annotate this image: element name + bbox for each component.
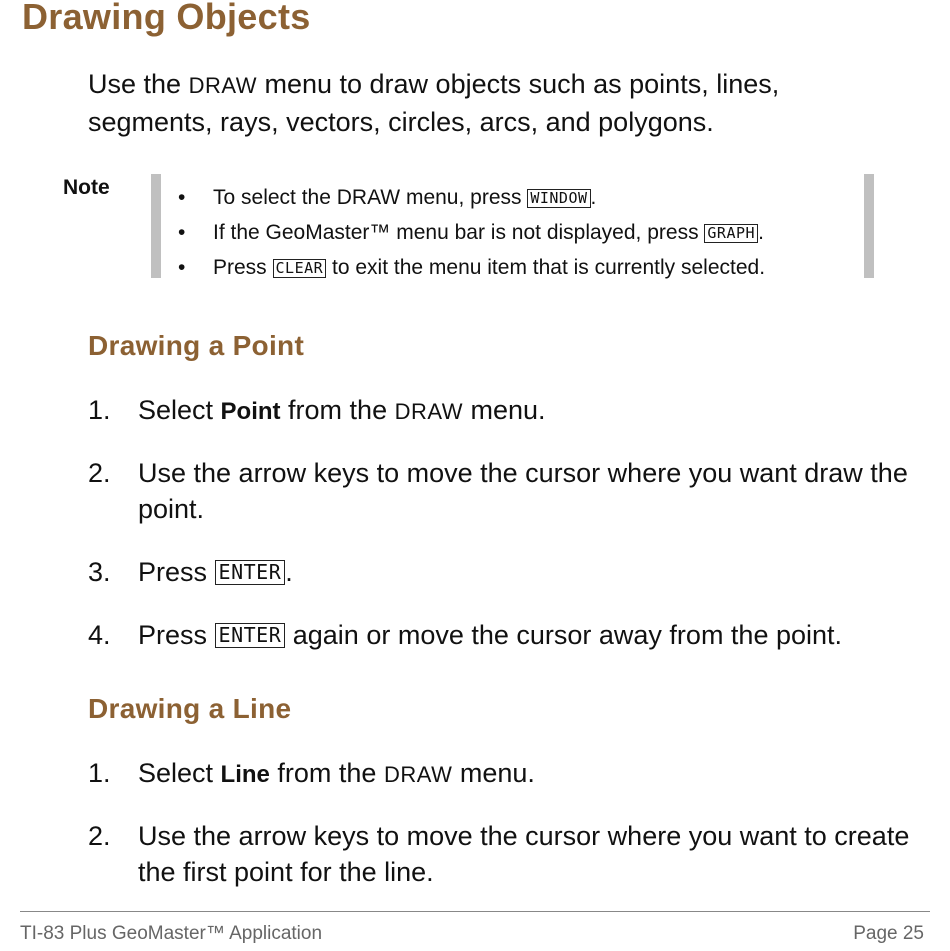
step-text-mid: from the: [269, 758, 384, 788]
bullet-icon: •: [178, 256, 186, 279]
step-text-post: menu.: [463, 395, 546, 425]
note-item-graph: [178, 215, 765, 250]
step-text: Use the arrow keys to move the cursor where you want to create the first point for the line.: [138, 821, 910, 887]
bullet-icon: •: [178, 186, 186, 209]
step-text: [138, 554, 938, 590]
note-item-clear: [178, 250, 765, 285]
step-text-pre: Select: [138, 395, 221, 425]
step-text-post: .: [285, 557, 293, 587]
clear-key: CLEAR: [273, 259, 327, 278]
menu-item-point: Point: [220, 398, 281, 425]
intro-text-pre: Use the: [88, 69, 189, 99]
intro-text-post: menu to draw objects such as points, lines, segments, rays, vectors, circles, arcs, and polygons.: [88, 69, 780, 137]
enter-key: ENTER: [215, 623, 286, 648]
step-text: [138, 617, 938, 653]
note-item-text: Press: [213, 256, 273, 279]
step-number: 3.: [88, 557, 111, 587]
step-number: 4.: [88, 620, 111, 650]
note-item-text: If the GeoMaster™ menu bar is not displayed, press: [213, 221, 705, 244]
bullet-icon: •: [178, 221, 186, 244]
window-key: WINDOW: [527, 189, 590, 208]
section-heading-line: Drawing a Line: [88, 693, 292, 724]
step-text-mid: from the: [280, 395, 395, 425]
step-number: 1.: [88, 395, 111, 425]
step-text-pre: Select: [138, 758, 221, 788]
note-right-bar: [864, 174, 874, 278]
section-heading-point: Drawing a Point: [88, 330, 305, 361]
draw-menu-name: DRAW: [188, 73, 257, 98]
draw-menu-name: DRAW: [383, 762, 453, 787]
step-text-pre: Press: [138, 620, 215, 650]
step-number: 1.: [88, 758, 111, 788]
footer-divider: [20, 911, 930, 912]
page-title: Drawing Objects: [22, 0, 311, 37]
step-number: 2.: [88, 458, 111, 488]
note-item-text: .: [758, 221, 764, 244]
footer-doc-title: TI-83 Plus GeoMaster™ Application: [20, 923, 323, 944]
menu-item-line: Line: [220, 761, 270, 788]
draw-menu-name: DRAW: [394, 399, 463, 424]
note-left-bar: [151, 174, 161, 278]
intro-paragraph: [88, 66, 888, 140]
note-label: Note: [63, 176, 110, 199]
enter-key: ENTER: [215, 560, 286, 585]
step-text: [138, 755, 938, 793]
note-list: [178, 180, 765, 285]
step-text: [138, 392, 938, 430]
note-item-text: To select the DRAW menu, press: [213, 186, 528, 209]
step-text-post: again or move the cursor away from the point.: [285, 620, 843, 650]
step-text-pre: Press: [138, 557, 215, 587]
footer-page-number: Page 25: [853, 923, 924, 944]
step-number: 2.: [88, 821, 111, 851]
graph-key: GRAPH: [704, 224, 758, 243]
note-item-text: .: [590, 186, 597, 209]
step-text: Use the arrow keys to move the cursor where you want draw the point.: [138, 458, 908, 524]
note-item-text: to exit the menu item that is currently selected.: [326, 256, 766, 279]
note-item-window: [178, 180, 765, 215]
step-text-post: menu.: [452, 758, 535, 788]
